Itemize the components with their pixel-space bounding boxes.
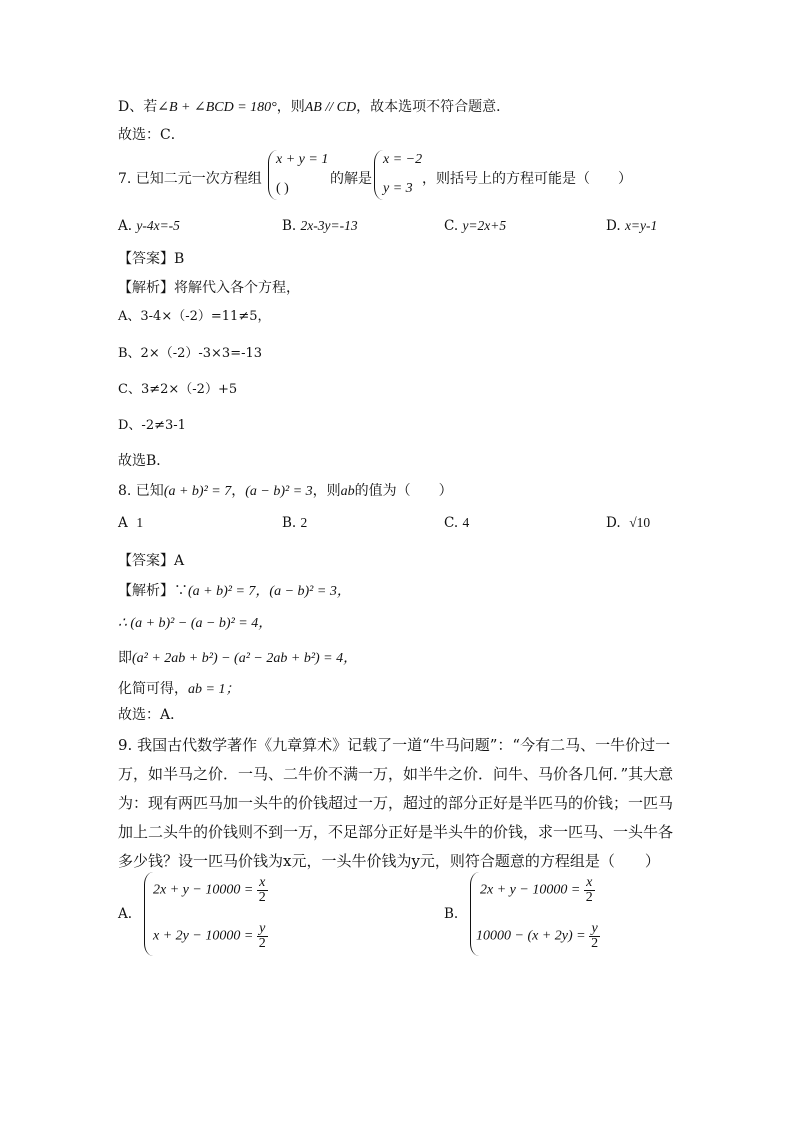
- q9-option-b-line2-num: y: [589, 922, 600, 937]
- q7-prefix: 7. 已知二元一次方程组: [118, 171, 262, 187]
- q9-option-b-line2-den: 2: [591, 936, 599, 951]
- q9-option-a-line2: [153, 922, 268, 951]
- q8-ab: ab: [340, 484, 355, 499]
- q7-system2-line1: x = −2: [383, 152, 423, 167]
- prev-d-mid: ，则: [276, 99, 305, 115]
- q8-option-b-label: B.: [282, 515, 297, 531]
- q7-analysis: 【解析】将解代入各个方程，: [118, 280, 300, 296]
- q7-suffix: ，则括号上的方程可能是（ ）: [422, 171, 632, 187]
- prev-d-suffix: ，故本选项不符合题意．: [356, 99, 511, 115]
- q9-option-a-line1-fraction: [257, 876, 268, 905]
- q8-step1: ∴ (a + b)² − (a − b)² = 4，: [118, 616, 273, 631]
- q8-step2-math: (a² + 2ab + b²) − (a² − 2ab + b²) = 4，: [132, 651, 358, 666]
- q8-suffix: 的值为（ ）: [354, 483, 453, 499]
- q9-option-a-label[interactable]: A.: [118, 906, 133, 922]
- q8-option-b[interactable]: [282, 513, 307, 533]
- q7-step-d: D、-2≠3-1: [118, 418, 186, 433]
- q7-system1-line1: x + y = 1: [276, 152, 329, 167]
- q8-option-b-text: 2: [300, 515, 308, 530]
- q9-option-a-line1-den: 2: [258, 890, 266, 905]
- q8-option-d[interactable]: [606, 513, 650, 533]
- q8-option-c-label: C.: [444, 515, 459, 531]
- q7-system2-brace: [374, 150, 383, 200]
- q8-option-a[interactable]: [118, 513, 143, 533]
- q8-answer: 【答案】A: [118, 553, 185, 569]
- q7-option-b-text: 2x-3y=-13: [300, 218, 358, 233]
- q7-choose: 故选B．: [118, 453, 171, 469]
- q8-option-a-text: 1: [136, 515, 144, 530]
- q8-step2-prefix: 即: [118, 650, 132, 666]
- q7-system1-line2: ( ): [276, 181, 289, 196]
- q8-mid: ，则: [312, 483, 341, 499]
- q8-step3: [118, 679, 239, 700]
- q9-option-b-line1-den: 2: [585, 890, 593, 905]
- q7-option-a-text: y-4x=-5: [136, 218, 180, 233]
- q7-option-d-label: D.: [606, 218, 621, 234]
- q9-option-a-line1-text: 2x + y − 10000 =: [153, 882, 254, 898]
- q8-cond1: (a + b)² = 7: [163, 484, 232, 499]
- q9-option-b-line2: [476, 922, 600, 951]
- q7-option-c-text: y=2x+5: [462, 218, 507, 233]
- q7-answer: 【答案】B: [118, 251, 185, 267]
- q8-step3-prefix: 化简可得，: [118, 681, 188, 697]
- q9-option-b-line1: [480, 876, 595, 905]
- q9-option-a-brace: [144, 872, 153, 956]
- q9-option-a-line2-text: x + 2y − 10000 =: [153, 928, 254, 944]
- prev-d-math: ∠B + ∠BCD = 180°: [157, 100, 277, 115]
- q7-option-c[interactable]: [444, 216, 506, 236]
- q7-option-a[interactable]: [118, 216, 180, 236]
- q8-option-c[interactable]: [444, 513, 469, 533]
- q7-option-d-text: x=y-1: [624, 218, 658, 233]
- q8-option-c-text: 4: [462, 515, 470, 530]
- q9-option-a-line2-fraction: [257, 922, 268, 951]
- q7-system2-line2: y = 3: [383, 181, 413, 196]
- q9-option-a-line1: [153, 876, 268, 905]
- q8-step3-math: ab = 1；: [188, 682, 240, 697]
- q8-option-d-label: D.: [606, 515, 621, 531]
- q7-option-b-label: B.: [282, 218, 297, 234]
- prev-choose: 故选：C．: [118, 127, 185, 143]
- q8-prefix: 8. 已知: [118, 483, 164, 499]
- q9-option-b-line2-fraction: [589, 922, 600, 951]
- q9-option-b-line2-text: 10000 − (x + 2y) =: [476, 928, 586, 944]
- q9-option-b-line1-fraction: [584, 876, 595, 905]
- q9-option-b-label[interactable]: B.: [444, 906, 459, 922]
- q9-option-a-line1-num: x: [257, 876, 268, 891]
- q8-choose: 故选：A．: [118, 707, 185, 723]
- q8-stem: [118, 481, 453, 502]
- q7-mid: 的解是: [330, 171, 372, 187]
- q7-step-c: C、3≠2×（-2）+5: [118, 382, 238, 397]
- q8-option-a-label: A: [118, 515, 128, 531]
- q9-stem: 9. 我国古代数学著作《九章算术》记载了一道“牛马问题”：“今有二马、一牛价过一万，如半马之价．一马、二牛价不满一万，如半牛之价．问牛、马价各几何．”其大意为：现有两匹马加一头牛的价钱超过一万，超过的部分正好是半匹马的价钱；一匹马加上二头牛的价钱则不到一万，不足部分正好是半头牛的价钱，求一匹马、一头牛各多少钱？设一匹马价钱为x元，一头牛价钱为y元，则符合题意的方程组是（ ）: [118, 736, 674, 870]
- prev-option-d: [118, 97, 510, 118]
- q8-step2: [118, 648, 357, 669]
- q8-analysis-math: (a + b)² = 7，(a − b)² = 3，: [188, 584, 351, 599]
- q8-option-d-text: √10: [629, 515, 651, 530]
- q9-option-b-line1-text: 2x + y − 10000 =: [480, 882, 581, 898]
- q8-comma: ，: [231, 483, 246, 499]
- q9-option-b-line1-num: x: [584, 876, 595, 891]
- q8-analysis-prefix: 【解析】∵: [118, 583, 188, 599]
- q8-cond2: (a − b)² = 3: [245, 484, 313, 499]
- q9-option-a-line2-den: 2: [258, 936, 266, 951]
- q7-option-c-label: C.: [444, 218, 459, 234]
- q7-step-a: A、3-4×（-2）=11≠5，: [118, 309, 271, 324]
- q9-option-a-line2-num: y: [257, 922, 268, 937]
- q7-step-b: B、2×（-2）-3×3=-13: [118, 346, 263, 361]
- prev-d-prefix: D、若: [118, 99, 158, 115]
- q7-option-b[interactable]: [282, 216, 358, 236]
- q8-analysis: [118, 581, 351, 602]
- q7-option-d[interactable]: [606, 216, 657, 236]
- q7-option-a-label: A.: [118, 218, 133, 234]
- prev-d-math2: AB // CD: [304, 100, 357, 115]
